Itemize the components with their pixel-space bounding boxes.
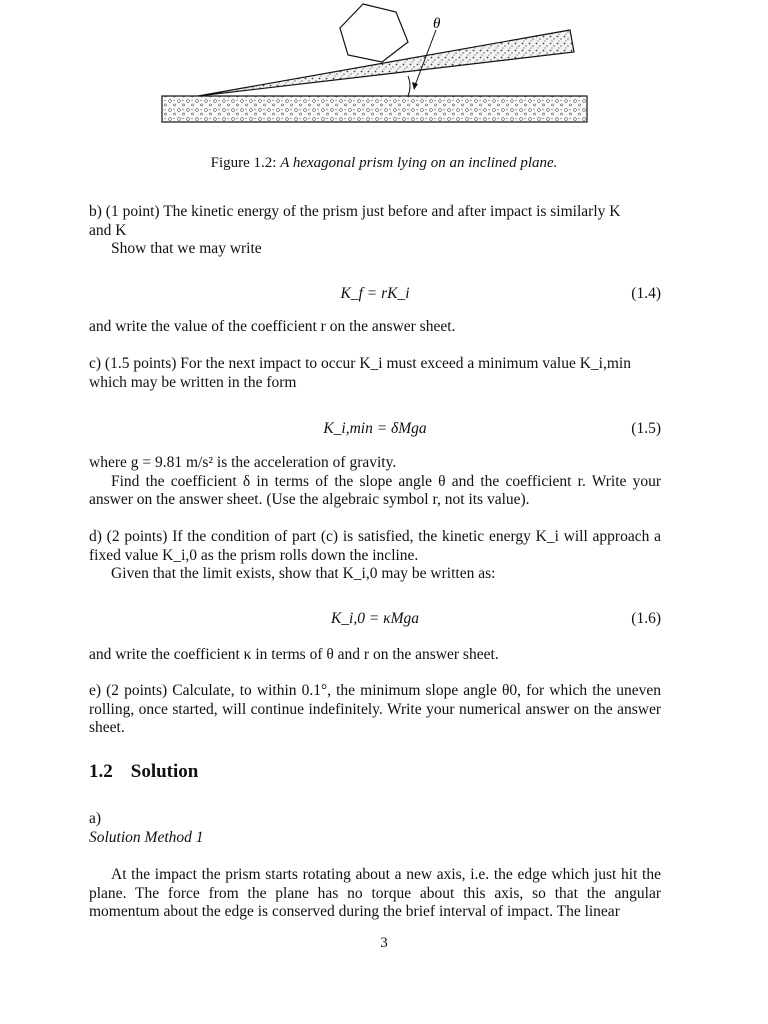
equation-1-5: K_i,min = δMga (1.5) [323,420,661,437]
part-b-text: b) (1 point) The kinetic energy of the prism just before and after impact is similarly K and K Show that we may write [89,203,621,257]
part-e-text: e) (2 points) Calculate, to within 0.1°, the minimum slope angle θ0, for which the uneven rolling, once started, will continue indefinitely. Write your numerical answer on the answer sheet. [89,682,661,736]
part-d-after: and write the coefficient κ in terms of θ and r on the answer sheet. [89,646,499,663]
figure-hexagonal-prism [150,0,600,128]
figure-caption: Figure 1.2: A hexagonal prism lying on an inclined plane. [210,155,558,171]
theta-label: θ [433,16,441,32]
base-plane [162,96,587,122]
solution-part-label: a) [89,810,102,827]
page-number: 3 [380,935,388,951]
part-b-after: and write the value of the coefficient r on the answer sheet. [89,318,456,335]
section-heading: 1.2 Solution [89,761,199,782]
hexagon-prism [340,4,408,62]
angle-arc [408,76,410,96]
solution-paragraph: At the impact the prism starts rotating about a new axis, i.e. the edge which just hit the plane. The force from the plane has no torque about this axis, so that the angular momentum about the edge is conserved during the brief interval of impact. The linear [89,866,661,920]
equation-1-4: K_f = rK_i (1.4) [340,285,661,302]
equation-1-6: K_i,0 = κMga (1.6) [330,610,661,627]
part-d-text: d) (2 points) If the condition of part (c) is satisfied, the kinetic energy K_i will approach a fixed value K_i,0 as the prism rolls down the incline. Given that the limit exists, show that K_i,0 may be written as: [89,528,661,582]
part-c-text: c) (1.5 points) For the next impact to occur K_i must exceed a minimum value K_i,min which may be written in the form [89,355,631,391]
solution-method-label: Solution Method 1 [89,829,204,846]
part-c-after: where g = 9.81 m/s² is the acceleration of gravity. Find the coefficient δ in terms of the slope angle θ and the coefficient r. Write your answer on the answer sheet. (Use the algebraic symbol r, not its value). [89,454,661,508]
